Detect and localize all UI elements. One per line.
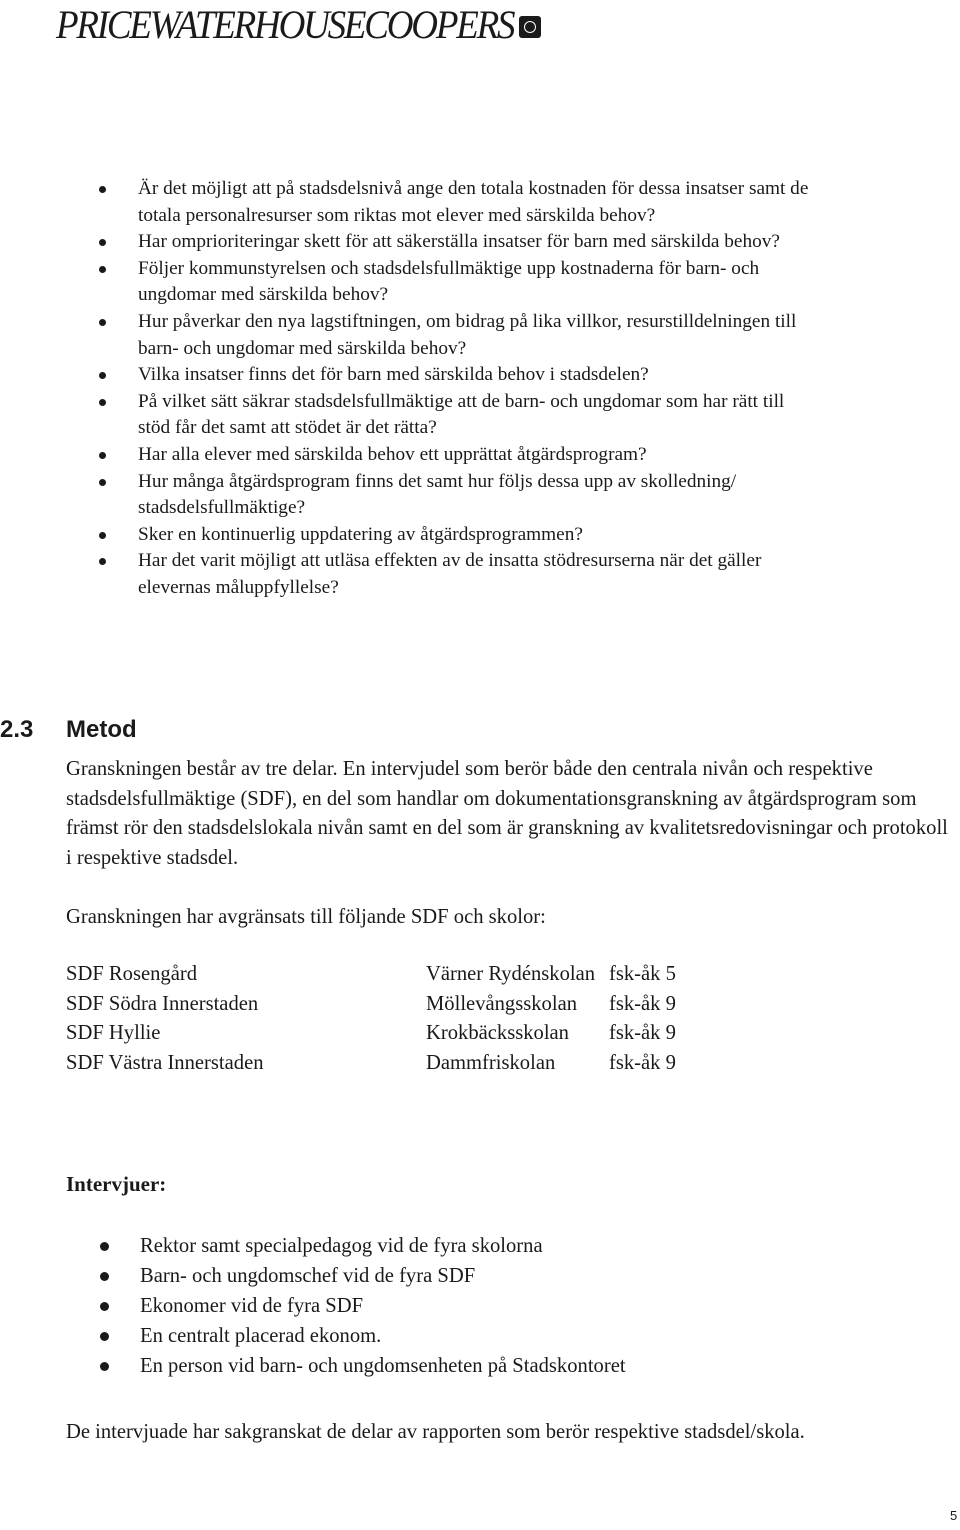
logo-emblem-icon [519,16,541,38]
table-row [66,963,676,993]
list-item: Har omprioriteringar skett för att säkerställa insatser för barn med särskilda behov? [96,229,816,256]
school-cell: Dammfriskolan [426,1052,556,1075]
logo-wordmark: PRICEWATERHOUSECOOPERS [56,2,514,48]
grade-cell: fsk-åk 5 [609,963,676,985]
grade-cell: fsk-åk 9 [609,992,676,1015]
interviews-heading: Intervjuer: [66,1172,167,1196]
school-cell: Krokbäcksskolan [426,1022,569,1045]
list-item: Följer kommunstyrelsen och stadsdelsfullmäktige upp kostnaderna för barn- och ungdomar med särskilda behov? [96,256,816,309]
table-row [66,1022,676,1052]
sdf-cell: SDF Södra Innerstaden [66,992,259,1015]
page-number: 5 [950,1508,958,1523]
section-number: 2.3 [0,716,34,743]
sdf-cell: SDF Rosengård [66,963,198,985]
list-item: En person vid barn- och ungdomsenheten på Stadskontoret [96,1352,626,1382]
sdf-cell: SDF Västra Innerstaden [66,1052,264,1075]
interview-list [96,1232,626,1382]
list-item: Har det varit möjligt att utläsa effekten av de insatta stödresurserna när det gäller elevernas måluppfyllelse? [96,548,816,601]
sdf-cell: SDF Hyllie [66,1022,161,1045]
list-item: Barn- och ungdomschef vid de fyra SDF [96,1262,626,1292]
list-item: Rektor samt specialpedagog vid de fyra skolorna [96,1232,626,1262]
table-row [66,1052,676,1082]
grade-cell: fsk-åk 9 [609,1052,676,1075]
list-item: Sker en kontinuerlig uppdatering av åtgärdsprogrammen? [96,522,816,549]
question-list [96,176,816,602]
list-item: Ekonomer vid de fyra SDF [96,1292,626,1322]
school-cell: Värner Rydénskolan [426,963,596,985]
grade-cell: fsk-åk 9 [609,1022,676,1045]
section-title: Metod [66,716,137,743]
list-item: Hur påverkar den nya lagstiftningen, om bidrag på lika villkor, resurstilldelningen till barn- och ungdomar med särskilda behov? [96,309,816,362]
list-item: En centralt placerad ekonom. [96,1322,626,1352]
company-logo [56,2,541,48]
list-item: Hur många åtgärdsprogram finns det samt hur följs dessa upp av skolledning/ stadsdelsfullmäktige? [96,469,816,522]
intro-paragraph: Granskningen består av tre delar. En intervjudel som berör både den centrala nivån och respektive stadsdelsfullmäktige (SDF), en del som handlar om dokumentationsgranskning av åtgärdsprogram som främst rör den stadsdelslokala nivån samt en del som är granskning av kvalitetsredovisningar och protokoll i respektive stadsdel. [66,758,948,869]
school-table [66,963,676,1082]
list-item: På vilket sätt säkrar stadsdelsfullmäktige att de barn- och ungdomar som har rätt till stöd får det samt att stödet är det rätta? [96,389,816,442]
scope-paragraph: Granskningen har avgränsats till följande SDF och skolor: [66,906,546,928]
list-item: Vilka insatser finns det för barn med särskilda behov i stadsdelen? [96,362,816,389]
closing-paragraph: De intervjuade har sakgranskat de delar av rapporten som berör respektive stadsdel/skola. [66,1421,805,1443]
section-heading [0,716,137,744]
list-item: Är det möjligt att på stadsdelsnivå ange den totala kostnaden för dessa insatser samt de totala personalresurser som riktas mot elever med särskilda behov? [96,176,816,229]
table-row [66,993,676,1023]
list-item: Har alla elever med särskilda behov ett upprättat åtgärdsprogram? [96,442,816,469]
school-cell: Möllevångsskolan [426,992,578,1015]
